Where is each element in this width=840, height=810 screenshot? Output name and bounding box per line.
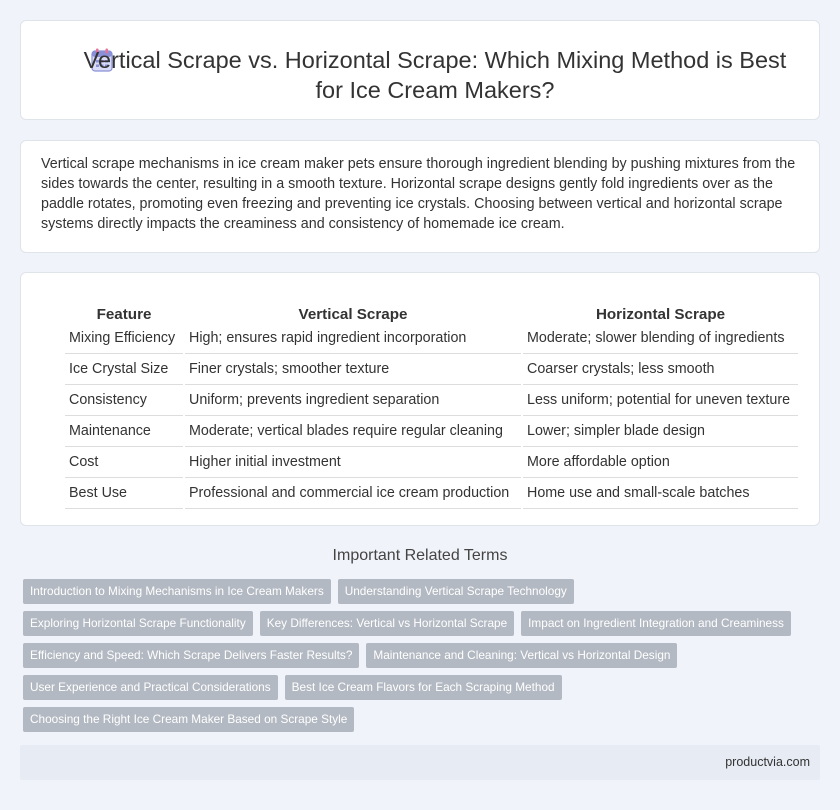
tag-row bbox=[23, 643, 823, 675]
tag-row bbox=[23, 579, 823, 611]
related-term-tag[interactable]: Exploring Horizontal Scrape Functionality bbox=[23, 611, 253, 636]
table-cell: Home use and small-scale batches bbox=[523, 478, 798, 509]
related-term-tag[interactable]: User Experience and Practical Considerations bbox=[23, 675, 278, 700]
table-cell: Coarser crystals; less smooth bbox=[523, 354, 798, 385]
table-cell: Less uniform; potential for uneven texture bbox=[523, 385, 798, 416]
related-term-tag[interactable]: Maintenance and Cleaning: Vertical vs Horizontal Design bbox=[366, 643, 677, 668]
summary-text: Vertical scrape mechanisms in ice cream maker pets ensure thorough ingredient blending by pushing mixtures from the sides towards the center, resulting in a smooth texture. Horizontal scrape designs gently fold ingredients over as the paddle rotates, promoting even freezing and preventing ice crystals. Choosing between vertical and horizontal scrape systems directly impacts the creaminess and consistency of homemade ice cream. bbox=[41, 156, 796, 232]
table-row bbox=[65, 416, 798, 447]
title-card bbox=[20, 20, 820, 120]
table-cell: Moderate; slower blending of ingredients bbox=[523, 323, 798, 354]
table-cell: Ice Crystal Size bbox=[65, 354, 183, 385]
table-cell: Professional and commercial ice cream production bbox=[185, 478, 521, 509]
table-cell: Finer crystals; smoother texture bbox=[185, 354, 521, 385]
table-cell: Mixing Efficiency bbox=[65, 323, 183, 354]
table-cell: Uniform; prevents ingredient separation bbox=[185, 385, 521, 416]
tag-row bbox=[23, 675, 823, 707]
table-cell: Maintenance bbox=[65, 416, 183, 447]
page-title: Vertical Scrape vs. Horizontal Scrape: Which Mixing Method is Best for Ice Cream Makers? bbox=[83, 47, 787, 103]
table-cell: More affordable option bbox=[523, 447, 798, 478]
related-terms-list bbox=[23, 579, 823, 739]
tag-row bbox=[23, 611, 823, 643]
footer bbox=[20, 745, 820, 780]
table-row bbox=[65, 385, 798, 416]
table-row bbox=[65, 447, 798, 478]
related-term-tag[interactable]: Understanding Vertical Scrape Technology bbox=[338, 579, 574, 604]
tag-row bbox=[23, 707, 823, 739]
table-header-row bbox=[65, 293, 798, 323]
related-term-tag[interactable]: Impact on Ingredient Integration and Creaminess bbox=[521, 611, 791, 636]
table-row bbox=[65, 354, 798, 385]
table-cell: Cost bbox=[65, 447, 183, 478]
table-cell: Moderate; vertical blades require regular cleaning bbox=[185, 416, 521, 447]
header-horizontal: Horizontal Scrape bbox=[595, 306, 726, 323]
header-feature: Feature bbox=[96, 306, 152, 323]
related-term-tag[interactable]: Introduction to Mixing Mechanisms in Ice Cream Makers bbox=[23, 579, 331, 604]
table-row bbox=[65, 478, 798, 509]
table-cell: Lower; simpler blade design bbox=[523, 416, 798, 447]
header-vertical: Vertical Scrape bbox=[298, 306, 408, 323]
footer-site[interactable]: productvia.com bbox=[725, 755, 810, 769]
related-term-tag[interactable]: Efficiency and Speed: Which Scrape Delivers Faster Results? bbox=[23, 643, 359, 668]
related-term-tag[interactable]: Key Differences: Vertical vs Horizontal Scrape bbox=[260, 611, 514, 636]
table-cell: High; ensures rapid ingredient incorporation bbox=[185, 323, 521, 354]
related-term-tag[interactable]: Choosing the Right Ice Cream Maker Based on Scrape Style bbox=[23, 707, 354, 732]
comparison-card bbox=[20, 272, 820, 526]
related-terms-title: Important Related Terms bbox=[332, 547, 508, 564]
table-cell: Consistency bbox=[65, 385, 183, 416]
table-row bbox=[65, 323, 798, 354]
comparison-table bbox=[63, 293, 800, 509]
table-cell: Best Use bbox=[65, 478, 183, 509]
related-term-tag[interactable]: Best Ice Cream Flavors for Each Scraping Method bbox=[285, 675, 562, 700]
summary-card bbox=[20, 140, 820, 253]
table-cell: Higher initial investment bbox=[185, 447, 521, 478]
